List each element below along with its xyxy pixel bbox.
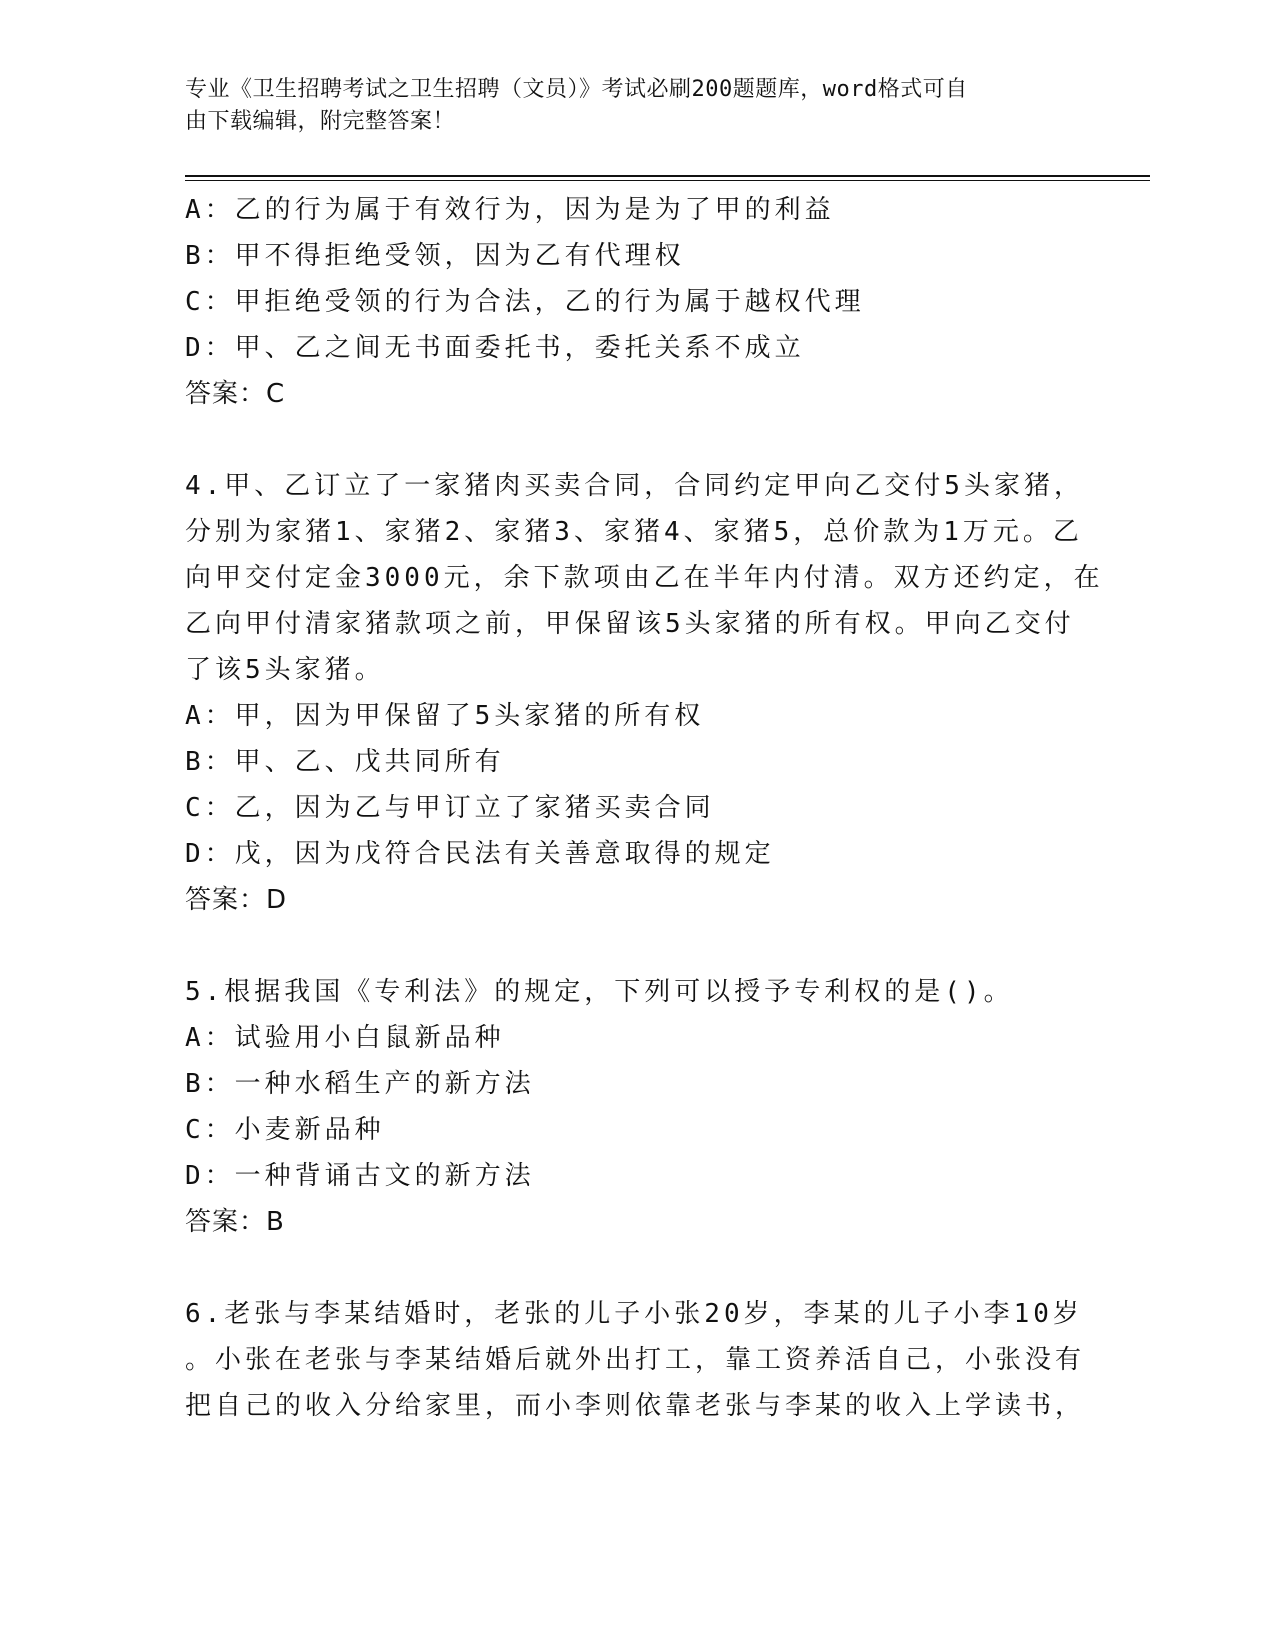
spacer [185,417,1085,463]
question-4-answer: 答案：D [185,885,288,915]
question-3-answer: 答案：C [185,379,286,409]
question-5-option-c: C：小麦新品种 [185,1115,385,1145]
question-5-stem-line: 5.根据我国《专利法》的规定，下列可以授予专利权的是()。 [185,977,1014,1007]
question-4-stem-line: 乙向甲付清家猪款项之前，甲保留该5头家猪的所有权。甲向乙交付 [185,609,1075,639]
document-header [185,74,1065,138]
question-4-option-b: B：甲、乙、戊共同所有 [185,747,505,777]
question-3 [185,187,1085,417]
question-4-option-a: A：甲，因为甲保留了5头家猪的所有权 [185,701,705,731]
question-6-stem-line: 把自己的收入分给家里，而小李则依靠老张与李某的收入上学读书， [185,1391,1086,1421]
question-5-option-b: B：一种水稻生产的新方法 [185,1069,535,1099]
question-3-option-d: D：甲、乙之间无书面委托书，委托关系不成立 [185,333,805,363]
question-6-stem-line: 6.老张与李某结婚时，老张的儿子小张20岁，李某的儿子小李10岁 [185,1299,1083,1329]
spacer [185,923,1085,969]
question-5-option-a: A：试验用小白鼠新品种 [185,1023,505,1053]
question-4 [185,463,1104,923]
question-4-option-c: C：乙，因为乙与甲订立了家猪买卖合同 [185,793,715,823]
question-content [185,187,1104,1429]
question-4-stem-line: 4.甲、乙订立了一家猪肉买卖合同，合同约定甲向乙交付5头家猪， [185,471,1084,501]
question-6 [185,1291,1085,1429]
header-divider-thin [185,180,1150,181]
question-3-option-a: A：乙的行为属于有效行为，因为是为了甲的利益 [185,195,835,225]
question-4-stem-line: 向甲交付定金3000元，余下款项由乙在半年内付清。双方还约定，在 [185,563,1104,593]
question-4-stem-line: 分别为家猪1、家猪2、家猪3、家猪4、家猪5，总价款为1万元。乙 [185,517,1083,547]
question-3-option-c: C：甲拒绝受领的行为合法，乙的行为属于越权代理 [185,287,865,317]
question-5-option-d: D：一种背诵古文的新方法 [185,1161,535,1191]
question-5 [185,969,1085,1245]
question-4-stem-line: 了该5头家猪。 [185,655,385,685]
header-line-1: 专业《卫生招聘考试之卫生招聘（文员）》考试必刷200题题库，word格式可自 [185,77,968,102]
question-5-answer: 答案：B [185,1207,285,1237]
spacer [185,1245,1085,1291]
header-divider-thick [185,175,1150,177]
header-line-2: 由下载编辑，附完整答案！ [185,109,456,134]
question-3-option-b: B：甲不得拒绝受领，因为乙有代理权 [185,241,685,271]
question-4-option-d: D：戊，因为戊符合民法有关善意取得的规定 [185,839,775,869]
question-6-stem-line: 。小张在老张与李某结婚后就外出打工，靠工资养活自己，小张没有 [185,1345,1086,1375]
